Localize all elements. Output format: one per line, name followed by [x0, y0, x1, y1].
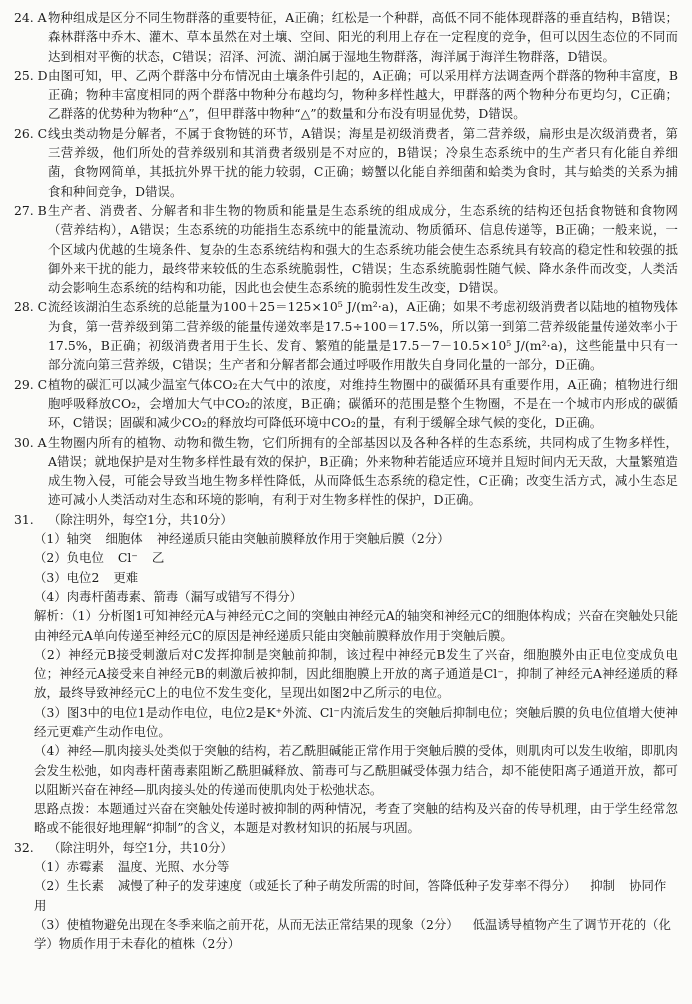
answer-item-24 [14, 8, 678, 66]
answer-item-32 [14, 838, 678, 857]
q31-answer-4: （4）肉毒杆菌毒素、箭毒（漏写或错写不得分） [34, 588, 303, 604]
answer-item-26 [14, 124, 678, 201]
question-number: 30. A [14, 434, 47, 450]
question-number: 27. B [14, 202, 47, 218]
answer-item-31 [14, 510, 678, 529]
question-number: 29. C [14, 376, 48, 392]
analysis-paragraph-4: （4）神经—肌肉接头处类似于突触的结构，若乙酰胆碱能正常作用于突触后膜的受体，则肌肉可以发生收缩，即肌肉会发生松弛，如肉毒杆菌毒素阻断乙酰胆碱释放、箭毒可与乙酰胆碱受体强力结合，却不能使阳离子通道开放，都可以阻断兴奋在神经—肌肉接头处的传递而使肌肉处于松弛状态。 [34, 743, 678, 797]
analysis-paragraph-3: （3）图3中的电位1是动作电位，电位2是K⁺外流、Cl⁻内流后发生的突触后抑制电位；突触后膜的负电位值增大使神经元更难产生动作电位。 [34, 704, 678, 739]
q31-analysis [14, 606, 678, 838]
thinking-tips: 思路点拨：本题通过兴奋在突触处传递时被抑制的两种情况，考查了突触的结构及兴奋的传导机理，由于学生经常忽略或不能很好地理解“抑制”的含义，本题是对教材知识的拓展与巩固。 [34, 801, 678, 836]
q31-answer-2: （2）负电位 Cl⁻ 乙 [34, 550, 165, 566]
answer-item-27 [14, 201, 678, 297]
question-number: 31. [14, 511, 34, 527]
answer-explanation: 物种组成是区分不同生物群落的重要特征，A正确；红松是一个种群，高低不同不能体现群落的垂直结构，B错误；森林群落中乔木、灌木、草本虽然在对土壤、空间、阳光的利用上存在一定程度的竞争，但可以因生态位的不同而达到相对平衡的状态，C错误；沼泽、河流、湖泊属于湿地生物群落，海洋属于海洋生物群落，D错误。 [48, 10, 678, 64]
question-number: 32. [14, 839, 34, 855]
question-number: 26. C [14, 125, 48, 141]
answer-item-30 [14, 433, 678, 510]
q31-answer-1: （1）轴突 细胞体 神经递质只能由突触前膜释放作用于突触后膜（2分） [34, 531, 450, 547]
scoring-note: （除注明外，每空1分，共10分） [48, 839, 233, 855]
scoring-note: （除注明外，每空1分，共10分） [48, 511, 233, 527]
question-number: 25. D [14, 67, 48, 83]
q32-answer-3: （3）使植物避免出现在冬季来临之前开花，从而无法正常结果的现象（2分） 低温诱导植物产生了调节开花的（化学）物质作用于未春化的植株（2分） [34, 916, 671, 952]
q32-answers [14, 857, 678, 953]
answer-item-29 [14, 375, 678, 433]
analysis-paragraph-2: （2）神经元B接受刺激后对C发挥抑制是突触前抑制，该过程中神经元B发生了兴奋，细胞膜外由正电位变成负电位；神经元A接受来自神经元B的刺激后被抑制，因此细胞膜上开放的离子通道是Cl⁻，抑制了神经元A神经递质的释放，最终导致神经元C上的电位不发生变化，呈现出如图2中乙所示的电位。 [34, 646, 678, 701]
q31-answers [14, 529, 678, 606]
multiple-choice-answers [14, 8, 678, 510]
answer-item-28 [14, 297, 678, 374]
q32-answer-2: （2）生长素 减慢了种子的发芽速度（或延长了种子萌发所需的时间，答降低种子发芽率不得分） 抑制 协同作用 [34, 878, 667, 913]
answer-explanation: 生物圈内所有的植物、动物和微生物，它们所拥有的全部基因以及各种各样的生态系统，共同构成了生物多样性，A错误；就地保护是对生物多样性最有效的保护，B正确；外来物种若能适应环境并且短时间内无天敌，大量繁殖造成生物入侵，可能会导致当地生物多样性降低，从而降低生态系统的稳定性，C正确；改变生活方式，减小生态足迹可减小人类活动对生态和环境的影响，有利于对生物多样性的保护，D正确。 [48, 434, 678, 508]
q32-answer-1: （1）赤霉素 温度、光照、水分等 [34, 859, 230, 875]
answer-explanation: 植物的碳汇可以减少温室气体CO₂在大气中的浓度，对维持生物圈中的碳循环具有重要作用，A正确；植物进行细胞呼吸释放CO₂，会增加大气中CO₂的浓度，B正确；碳循环的范围是整个生物圈，不是在一个城市内形成的碳循环，C错误；固碳和减少CO₂的释放均可降低环境中CO₂的量，有利于缓解全球气候的变化，D正确。 [48, 376, 678, 431]
answer-item-25 [14, 66, 678, 124]
answer-explanation: 生产者、消费者、分解者和非生物的物质和能量是生态系统的组成成分，生态系统的结构还包括食物链和食物网（营养结构），A错误；生态系统的功能指生态系统中的能量流动、物质循环、信息传递等，B正确；一般来说，一个区域内优越的生境条件、复杂的生态系统结构和强大的生态系统功能会使生态系统具有较高的稳定性和较强的抵御外来干扰的能力，最终带来较低的生态系统脆弱性，C错误；生态系统脆弱性随气候、降水条件而改变，人类活动会影响生态系统的结构和功能，因此也会使生态系统的脆弱性发生改变，D错误。 [48, 202, 678, 296]
answer-explanation: 流经该湖泊生态系统的总能量为100＋25＝125×10⁵ J/(m²·a)，A正确；如果不考虑初级消费者以陆地的植物残体为食，第一营养级到第二营养级的能量传递效率是17.5÷100＝17.5%，所以第一到第二营养级能量传递效率小于17.5%，B正确；初级消费者用于生长、发育、繁殖的能量是17.5－7－10.5×10⁵ J/(m²·a)，这些能量中只有一部分流向第三营养级，C错误；生产者和分解者都会通过呼吸作用散失自身同化量的一部分，D正确。 [48, 299, 678, 373]
analysis-paragraph-1: 解析：（1）分析图1可知神经元A与神经元C之间的突触由神经元A的轴突和神经元C的细胞体构成；兴奋在突触处只能由神经元A单向传递至神经元C的原因是神经递质只能由突触前膜释放作用于突触后膜。 [34, 608, 678, 643]
answer-explanation: 线虫类动物是分解者，不属于食物链的环节，A错误；海星是初级消费者，第二营养级，扁形虫是次级消费者，第三营养级，他们所处的营养级别和其消费者级别是不对应的，B错误；冷泉生态系统中的生产者只有化能自养细菌，食物网简单，其抵抗外界干扰的能力较弱，C正确；螃蟹以化能自养细菌和蛤类为食时，其与蛤类的关系为捕食和种间竞争，D错误。 [48, 125, 678, 199]
question-number: 24. A [14, 10, 47, 25]
q31-answer-3: （3）电位2 更难 [34, 569, 139, 585]
question-number: 28. C [14, 299, 48, 315]
answer-explanation: 由图可知，甲、乙两个群落中分布情况由土壤条件引起的，A正确；可以采用样方法调查两个群落的物种丰富度，B正确；物种丰富度相同的两个群落中物种分布越均匀，物种多样性越大，甲群落的两个物种分布更均匀，C正确；乙群落的优势种为物种“△”，但甲群落中物种“△”的数量和分布没有明显优势，D错误。 [48, 67, 678, 122]
